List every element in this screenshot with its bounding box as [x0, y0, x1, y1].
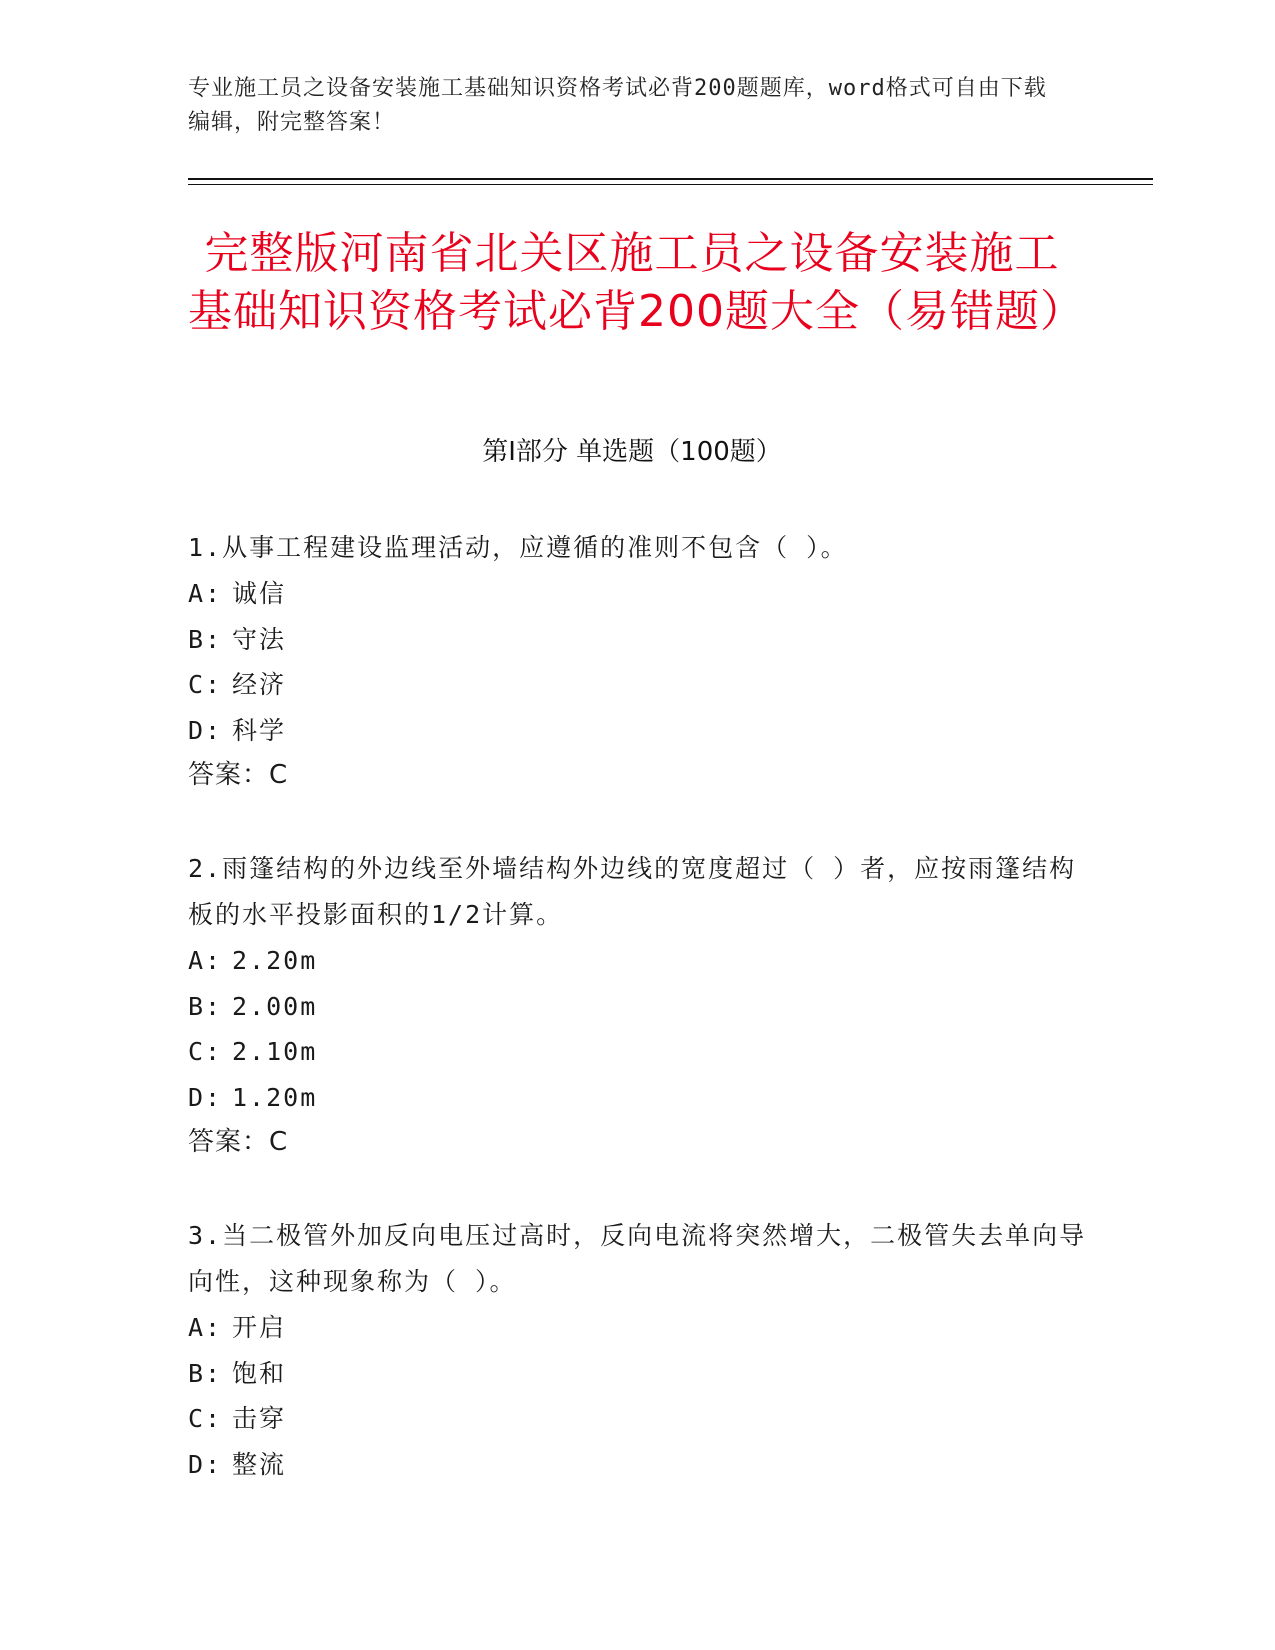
option-b — [188, 617, 1088, 663]
option-c — [188, 662, 1088, 708]
option-a — [188, 1305, 1088, 1351]
question-stem: 1.从事工程建设监理活动，应遵循的准则不包含（ ）。 — [188, 533, 848, 562]
option-text: 2.20m — [232, 946, 318, 975]
option-text: 科学 — [232, 715, 287, 745]
option-text: 2.10m — [232, 1037, 318, 1066]
question-stem: 2.雨篷结构的外边线至外墙结构外边线的宽度超过（ ）者，应按雨篷结构板的水平投影面积的1/2计算。 — [188, 854, 1077, 929]
option-text: 诚信 — [232, 579, 287, 608]
option-text: 经济 — [232, 670, 287, 699]
option-key: C: — [188, 1404, 223, 1433]
option-key: A: — [188, 946, 223, 975]
question-1 — [188, 525, 1088, 798]
question-2 — [188, 846, 1088, 1165]
option-key: D: — [188, 1449, 223, 1479]
answer: 答案：C — [188, 760, 289, 790]
option-key: D: — [188, 715, 223, 745]
option-text: 饱和 — [232, 1358, 287, 1388]
header-divider-thick — [188, 178, 1153, 180]
option-d — [188, 708, 1088, 754]
option-key: D: — [188, 1082, 223, 1112]
question-stem: 3.当二极管外加反向电压过高时，反向电流将突然增大，二极管失去单向导向性，这种现象称为（ ）。 — [188, 1221, 1087, 1296]
option-key: C: — [188, 1037, 223, 1066]
option-d — [188, 1442, 1088, 1488]
answer: 答案：C — [188, 1127, 289, 1157]
option-a — [188, 571, 1088, 617]
option-text: 击穿 — [232, 1404, 287, 1433]
option-b — [188, 1351, 1088, 1397]
option-key: B: — [188, 624, 223, 654]
header-note: 专业施工员之设备安装施工基础知识资格考试必背200题题库，word格式可自由下载编辑，附完整答案！ — [188, 76, 1047, 135]
option-d — [188, 1075, 1088, 1121]
document-title: 完整版河南省北关区施工员之设备安装施工基础知识资格考试必背200题大全（易错题） — [188, 228, 1085, 337]
option-c — [188, 1396, 1088, 1442]
option-b — [188, 984, 1088, 1030]
option-text: 1.20m — [232, 1082, 318, 1112]
option-key: B: — [188, 991, 223, 1021]
option-text: 2.00m — [232, 991, 318, 1021]
header-divider-thin — [188, 184, 1153, 185]
section-title: 第I部分 单选题（100题） — [482, 437, 782, 467]
option-key: A: — [188, 1313, 223, 1342]
option-text: 开启 — [232, 1313, 287, 1342]
question-3 — [188, 1213, 1088, 1487]
option-key: C: — [188, 670, 223, 699]
option-key: B: — [188, 1358, 223, 1388]
option-a — [188, 938, 1088, 984]
option-c — [188, 1029, 1088, 1075]
option-key: A: — [188, 579, 223, 608]
question-list — [188, 525, 1088, 1535]
option-text: 守法 — [232, 624, 287, 654]
option-text: 整流 — [232, 1449, 287, 1479]
